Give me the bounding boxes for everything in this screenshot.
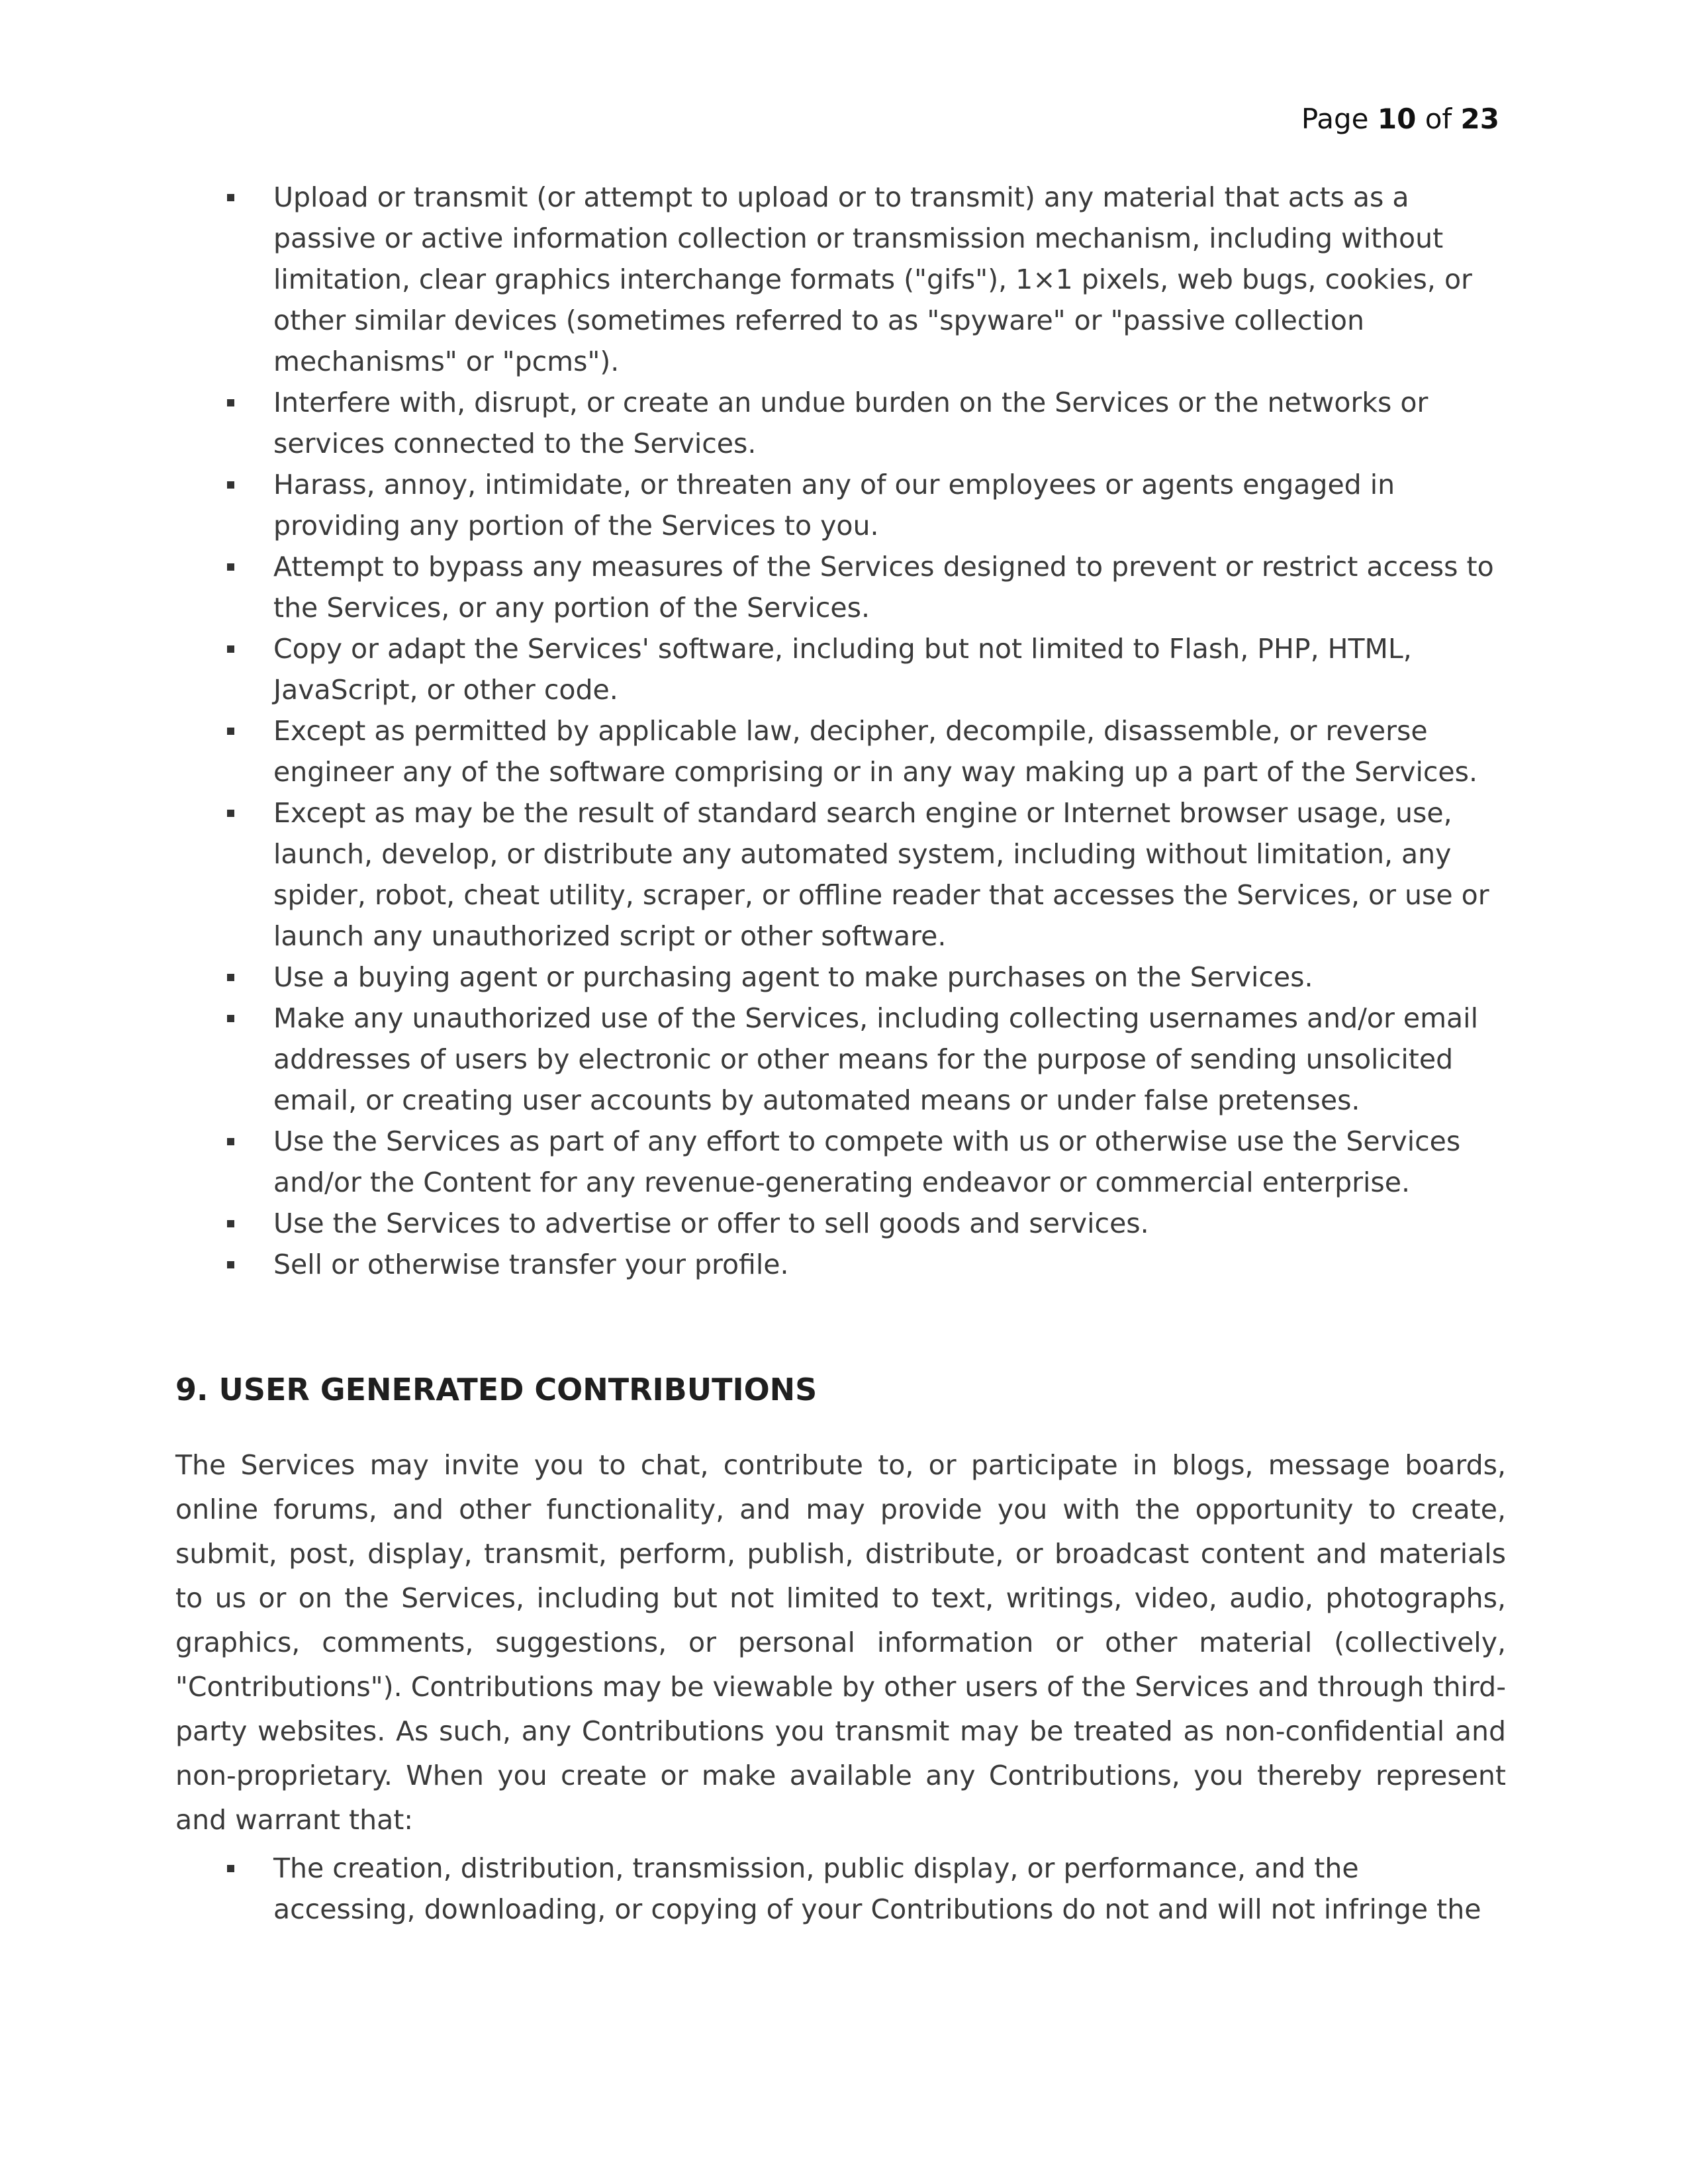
bullet-square-icon bbox=[227, 194, 234, 201]
bullet-square-icon bbox=[227, 1015, 234, 1022]
list-item bbox=[175, 998, 1506, 1121]
bullet-square-icon bbox=[227, 1865, 234, 1872]
list-item-text: Use the Services to advertise or offer to sell goods and services. bbox=[273, 1208, 1149, 1239]
list-item-text: Interfere with, disrupt, or create an undue burden on the Services or the networks or services connected to the Services. bbox=[273, 387, 1429, 459]
list-item-text: Upload or transmit (or attempt to upload or to transmit) any material that acts as a passive or active information collection or transmission mechanism, including without limitation, clear graphics interchange formats ("gifs"), 1×1 pixels, web bugs, cookies, or other similar devices (sometimes referred to as "spyware" or "passive collection mechanisms" or "pcms"). bbox=[273, 181, 1472, 377]
bullet-square-icon bbox=[227, 728, 234, 735]
list-item bbox=[175, 1244, 1506, 1285]
bullet-square-icon bbox=[227, 399, 234, 406]
page-current: 10 bbox=[1377, 103, 1417, 135]
list-item bbox=[175, 1848, 1506, 1930]
list-item-text: Except as may be the result of standard search engine or Internet browser usage, use, launch, develop, or distribute any automated system, including without limitation, any spider, robot, cheat utility, scraper, or offline reader that accesses the Services, or use or launch any unauthorized script or other software. bbox=[273, 797, 1489, 952]
list-item-text: Use a buying agent or purchasing agent to make purchases on the Services. bbox=[273, 961, 1313, 993]
list-item bbox=[175, 546, 1506, 628]
bullet-square-icon bbox=[227, 974, 234, 981]
list-item bbox=[175, 1121, 1506, 1203]
list-item-text: Use the Services as part of any effort to compete with us or otherwise use the Services and/or the Content for any revenue-generating endeavor or commercial enterprise. bbox=[273, 1125, 1461, 1198]
list-item-text: Make any unauthorized use of the Services, including collecting usernames and/or email addresses of users by electronic or other means for the purpose of sending unsolicited email, or creating user accounts by automated means or under false pretenses. bbox=[273, 1002, 1478, 1116]
list-item bbox=[175, 628, 1506, 710]
list-item bbox=[175, 1203, 1506, 1244]
list-item-text: Copy or adapt the Services' software, including but not limited to Flash, PHP, HTML, JavaScript, or other code. bbox=[273, 633, 1412, 706]
list-item bbox=[175, 382, 1506, 464]
list-item bbox=[175, 177, 1506, 382]
bullet-square-icon bbox=[227, 481, 234, 489]
bullet-square-icon bbox=[227, 645, 234, 653]
section-heading: 9. USER GENERATED CONTRIBUTIONS bbox=[175, 1372, 818, 1407]
prohibited-activities-list bbox=[175, 177, 1506, 1285]
page-of: of bbox=[1425, 103, 1452, 135]
bullet-square-icon bbox=[227, 563, 234, 571]
list-item bbox=[175, 792, 1506, 957]
list-item bbox=[175, 464, 1506, 546]
page-label: Page bbox=[1301, 103, 1369, 135]
bullet-square-icon bbox=[227, 1138, 234, 1145]
list-item-text: Harass, annoy, intimidate, or threaten any of our employees or agents engaged in providing any portion of the Services to you. bbox=[273, 469, 1395, 542]
page-number bbox=[1301, 103, 1499, 135]
list-item-text: Attempt to bypass any measures of the Services designed to prevent or restrict access to the Services, or any portion of the Services. bbox=[273, 551, 1494, 624]
list-item-text: Sell or otherwise transfer your profile. bbox=[273, 1249, 789, 1280]
bullet-square-icon bbox=[227, 1261, 234, 1268]
bullet-square-icon bbox=[227, 810, 234, 817]
list-item bbox=[175, 710, 1506, 792]
contribution-warranties-list bbox=[175, 1848, 1506, 1930]
bullet-square-icon bbox=[227, 1220, 234, 1227]
list-item-text: The creation, distribution, transmission, public display, or performance, and the accessing, downloading, or copying of your Contributions do not and will not infringe the bbox=[273, 1852, 1481, 1925]
section-paragraph: The Services may invite you to chat, contribute to, or participate in blogs, message boards, online forums, and other functionality, and may provide you with the opportunity to create, submit, post, display, transmit, perform, publish, distribute, or broadcast content and materials to us or on the Services, including but not limited to text, writings, video, audio, photographs, graphics, comments, suggestions, or personal information or other material (collectively, "Contributions"). Contributions may be viewable by other users of the Services and through third-party websites. As such, any Contributions you transmit may be treated as non-confidential and non-proprietary. When you create or make available any Contributions, you thereby represent and warrant that: bbox=[175, 1449, 1506, 1836]
page-total: 23 bbox=[1460, 103, 1499, 135]
list-item-text: Except as permitted by applicable law, decipher, decompile, disassemble, or reverse engineer any of the software comprising or in any way making up a part of the Services. bbox=[273, 715, 1478, 788]
list-item bbox=[175, 957, 1506, 998]
